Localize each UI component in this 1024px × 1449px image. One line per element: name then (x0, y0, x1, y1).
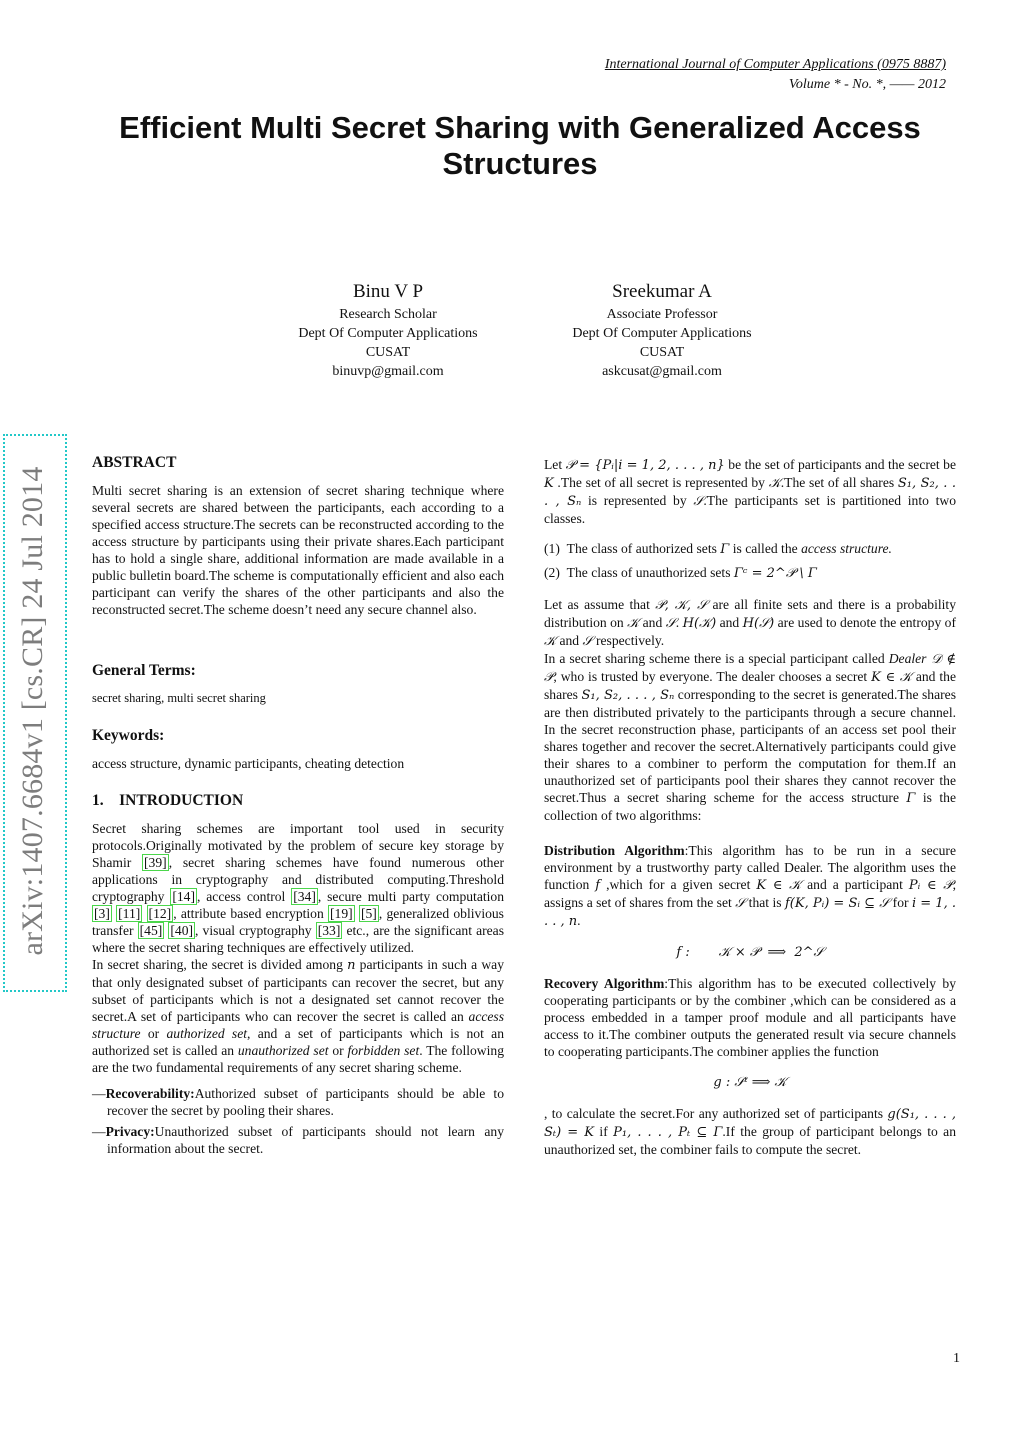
citation-link[interactable]: [3] (94, 906, 110, 921)
general-terms-heading: General Terms: (92, 662, 196, 679)
author-role: Research Scholar (339, 307, 437, 322)
citation-link[interactable]: [45] (139, 923, 163, 938)
volume-info: Volume * - No. *, —— 2012 (788, 77, 946, 92)
author-dept: Dept Of Computer Applications (298, 326, 478, 341)
paragraph: Let 𝒫 = {Pᵢ|i = 1, 2, . . . , n} be the set of participants and the secret be K .The set of all secret is represented by 𝒦.The set of all shares S₁, S₂, . . . , Sₙ is represented by 𝒮.The participants set is partitioned into two classes. (544, 457, 956, 526)
keywords-text: access structure, dynamic participants, cheating detection (92, 756, 405, 771)
citation-link[interactable]: [40] (170, 923, 194, 938)
intro-paragraph: In secret sharing, the secret is divided among n participants in such a way that only designated subset of participants can recover the secret, but any subset of participants which is not a designated set cannot recover the secret.A set of participants who can recover the secret is called an access structure or authorized set, and a set of participants which is not an authorized set is called an unauthorized set or forbidden set. The following are the two fundamental requirements of any secret sharing scheme. (92, 957, 505, 1075)
introduction-section (92, 792, 504, 1157)
citation-link[interactable]: [33] (317, 923, 341, 938)
citation-link[interactable]: [34] (293, 889, 316, 904)
keywords-section (92, 727, 504, 772)
right-column (544, 456, 956, 1158)
intro-paragraph: Secret sharing schemes are important tool used in security protocols.Originally motivated by the problem of secure key storage by Shamir [39] , secret sharing schemes have found numerous other applications in cryptography and distributed computing.Threshold cryptography [14] , access control [34] , secure multi party computation [3] [11] [12] , attribute based encryption [19] [5] , generalized oblivious transfer [45] [40] , visual cryptography [33] etc., are the significant areas where the secret sharing techniques are effectively utilized. (92, 821, 505, 955)
requirement-item: —Recoverability:Authorized subset of participants should be able to recover the secret by pooling their shares. (92, 1086, 504, 1118)
citation-link[interactable]: [14] (172, 889, 195, 904)
page-number: 1 (953, 1351, 960, 1366)
keywords-heading: Keywords: (92, 727, 165, 744)
abstract-section (92, 454, 504, 618)
introduction-heading: 1. INTRODUCTION (92, 792, 244, 809)
requirement-item: —Privacy:Unauthorized subset of participants should not learn any information about the secret. (92, 1124, 504, 1156)
citation-link[interactable]: [11] (118, 906, 141, 921)
citation-link[interactable]: [12] (148, 906, 172, 921)
general-terms-text: secret sharing, multi secret sharing (92, 691, 266, 705)
general-terms-section (92, 662, 504, 707)
paragraph: Let as assume that 𝒫, 𝒦, 𝒮 are all finite sets and there is a probability distribution on 𝒦 and 𝒮. H(𝒦) and H(𝒮) are used to denote the entropy of 𝒦 and 𝒮 respectively. (544, 597, 956, 649)
paragraph: Recovery Algorithm:This algorithm has to be executed collectively by cooperating participants or by the combiner ,which can be considered as a process embedded in a tamper proof module and all participants have access to it.The combiner outputs the generated result via secure channels to cooperating participants.The combiner applies the function (544, 976, 956, 1059)
equation: g : 𝒮ᵗ ⟹ 𝒦 (713, 1075, 787, 1090)
abstract-heading: ABSTRACT (92, 454, 177, 471)
list-item: (2) The class of unauthorized sets Γᶜ = 2^𝒫 \ Γ (544, 565, 817, 581)
author-name: Sreekumar A (612, 281, 712, 302)
paragraph: Distribution Algorithm:This algorithm has to be run in a secure environment by a trustworthy party called Dealer. The algorithm uses the function f ,which for a given secret K ∈ 𝒦 and a participant Pᵢ ∈ 𝒫, assigns a set of shares from the set 𝒮 that is f(K, Pᵢ) = Sᵢ ⊆ 𝒮 for i = 1, . . . , n. (544, 843, 957, 929)
paper-title: Efficient Multi Secret Sharing with Generalized Access Structures (119, 110, 921, 181)
author-block (248, 279, 528, 381)
journal-name: International Journal of Computer Applications (0975 8887) (604, 57, 946, 72)
list-item: (1) The class of authorized sets Γ is called the access structure. (544, 541, 892, 557)
author-dept: Dept Of Computer Applications (572, 326, 752, 341)
paragraph: , to calculate the secret.For any authorized set of participants g(S₁, . . . , Sₜ) = K if P₁, . . . , Pₜ ⊆ Γ.If the group of participant belongs to an unauthorized set, the combiner fails to compute the secret. (544, 1106, 957, 1157)
author-block (522, 279, 802, 381)
author-role: Associate Professor (606, 307, 718, 322)
citation-link[interactable]: [5] (360, 906, 377, 921)
citation-link[interactable]: [39] (144, 855, 167, 870)
author-email: askcusat@gmail.com (602, 364, 722, 379)
abstract-text: Multi secret sharing is an extension of secret sharing technique where several secrets are shared between the participants, each according to a specified access structure.The secrets can be reconstructed according to the access structure by participants using their private shares.Each participant has to hold a single share, additional information are made available in a public bulletin board.The scheme is computationally efficient and also each participant can verify the shares of the other participants and also the reconstructed secret.The scheme doesn’t need any secure channel also. (92, 483, 504, 617)
arxiv-stamp[interactable]: arXiv:1407.6684v1 [cs.CR] 24 Jul 2014 (16, 466, 49, 956)
author-org: CUSAT (365, 345, 411, 360)
paragraph: In a secret sharing scheme there is a special participant called Dealer 𝒟 ∉ 𝒫, who is trusted by everyone. The dealer chooses a secret K ∈ 𝒦 and the shares S₁, S₂, . . . , Sₙ corresponding to the secret is generated.The shares are then distributed privately to the participants through a secure channel. In the secret reconstruction phase, participants of an access set pool their shares together and recover the secret.Alternatively participants could give their shares to a combiner to perform the computation for them.If an unauthorized set of participants pool their shares they cannot recover the secret.Thus a secret sharing scheme for the access structure Γ is the collection of two algorithms: (544, 651, 956, 823)
citation-link[interactable]: [19] (330, 906, 353, 921)
author-email: binuvp@gmail.com (332, 364, 444, 379)
author-name: Binu V P (352, 281, 424, 302)
author-org: CUSAT (639, 345, 685, 360)
equation: f : 𝒦 × 𝒫 ⟹ 2^𝒮 (676, 945, 824, 960)
